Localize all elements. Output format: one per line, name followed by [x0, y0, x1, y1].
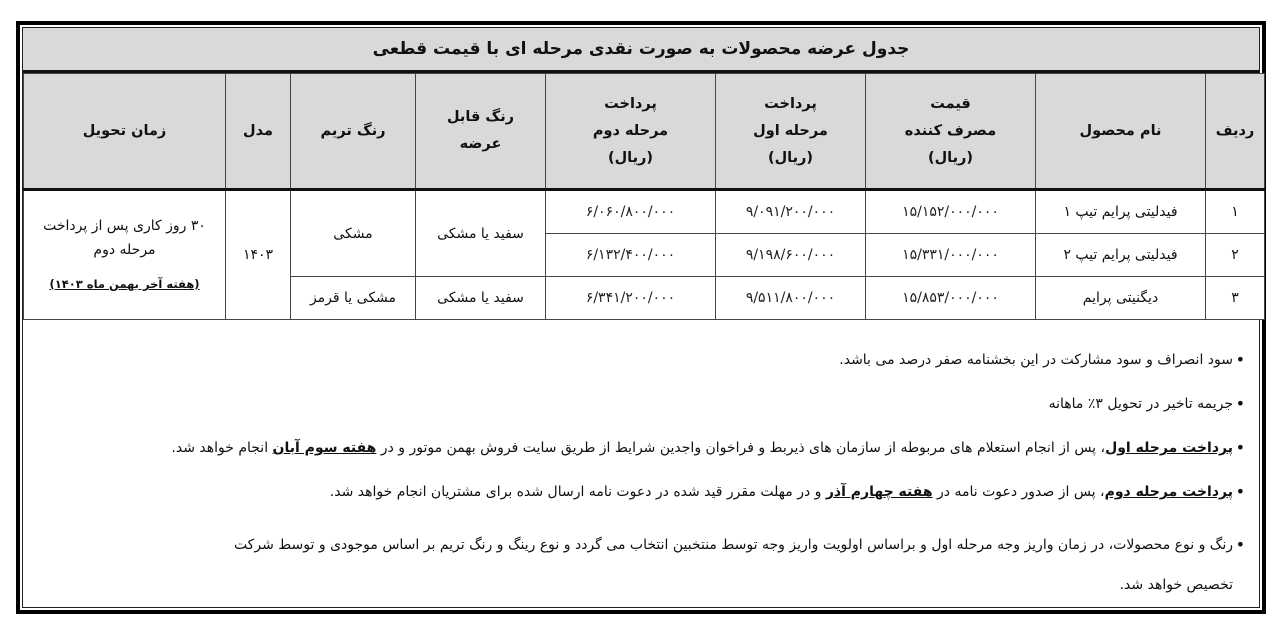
trim-color: مشکی یا قرمز	[291, 277, 416, 320]
model-year: ۱۴۰۳	[226, 190, 291, 320]
consumer-price: ۱۵/۸۵۳/۰۰۰/۰۰۰	[866, 277, 1036, 320]
document-frame	[16, 21, 1266, 614]
second-payment: ۶/۳۴۱/۲۰۰/۰۰۰	[546, 277, 716, 320]
header-trim-color: رنگ تریم	[291, 74, 416, 190]
price-table	[23, 73, 1265, 320]
note-item: • رنگ و نوع محصولات، در زمان واریز وجه مرحله اول و براساس اولویت واریز وجه توسط منتخبین انتخاب می گردد و نوع رینگ و رنگ تریم بر اساس موجودی و توسط شرکت تخصیص خواهد شد.	[37, 525, 1245, 605]
row-number: ۲	[1206, 234, 1265, 277]
note-item: • سود انصراف و سود مشارکت در این بخشنامه صفر درصد می باشد.	[37, 349, 1245, 393]
header-consumer-price: قیمت مصرف کننده (ریال)	[866, 74, 1036, 190]
header-first-payment: پرداخت مرحله اول (ریال)	[716, 74, 866, 190]
note-item: • پرداخت مرحله اول، پس از انجام استعلام های مربوطه از سازمان های ذیربط و فراخوان واجدین شرایط از طریق سایت فروش بهمن موتور و در هفته سوم آبان انجام خواهد شد.	[37, 437, 1245, 481]
second-payment: ۶/۰۶۰/۸۰۰/۰۰۰	[546, 190, 716, 234]
first-payment: ۹/۵۱۱/۸۰۰/۰۰۰	[716, 277, 866, 320]
note-item: • پرداخت مرحله دوم، پس از صدور دعوت نامه در هفته چهارم آذر و در مهلت مقرر قید شده در دعوت نامه ارسال شده برای مشتریان انجام خواهد شد.	[37, 481, 1245, 525]
header-product-name: نام محصول	[1036, 74, 1206, 190]
delivery-time: ۳۰ روز کاری پس از پرداخت مرحله دوم (هفته آخر بهمن ماه ۱۴۰۳)	[24, 190, 226, 320]
row-number: ۱	[1206, 190, 1265, 234]
header-second-payment: پرداخت مرحله دوم (ریال)	[546, 74, 716, 190]
header-model: مدل	[226, 74, 291, 190]
first-payment: ۹/۰۹۱/۲۰۰/۰۰۰	[716, 190, 866, 234]
document-inner	[22, 27, 1260, 608]
header-row	[24, 74, 1265, 190]
product-name: دیگنیتی پرایم	[1036, 277, 1206, 320]
available-color: سفید یا مشکی	[416, 277, 546, 320]
notes-section	[23, 321, 1259, 607]
table-row	[24, 190, 1265, 234]
delivery-date-note: (هفته آخر بهمن ماه ۱۴۰۳)	[49, 277, 200, 291]
first-payment: ۹/۱۹۸/۶۰۰/۰۰۰	[716, 234, 866, 277]
second-payment: ۶/۱۳۲/۴۰۰/۰۰۰	[546, 234, 716, 277]
consumer-price: ۱۵/۳۳۱/۰۰۰/۰۰۰	[866, 234, 1036, 277]
consumer-price: ۱۵/۱۵۲/۰۰۰/۰۰۰	[866, 190, 1036, 234]
header-row-no: ردیف	[1206, 74, 1265, 190]
note-item: • جریمه تاخیر در تحویل ۳٪ ماهانه	[37, 393, 1245, 437]
header-delivery-time: زمان تحویل	[24, 74, 226, 190]
product-name: فیدلیتی پرایم تیپ ۲	[1036, 234, 1206, 277]
available-color: سفید یا مشکی	[416, 190, 546, 277]
trim-color: مشکی	[291, 190, 416, 277]
table-title: جدول عرضه محصولات به صورت نقدی مرحله ای با قیمت قطعی	[23, 28, 1259, 73]
row-number: ۳	[1206, 277, 1265, 320]
product-name: فیدلیتی پرایم تیپ ۱	[1036, 190, 1206, 234]
header-available-color: رنگ قابل عرضه	[416, 74, 546, 190]
